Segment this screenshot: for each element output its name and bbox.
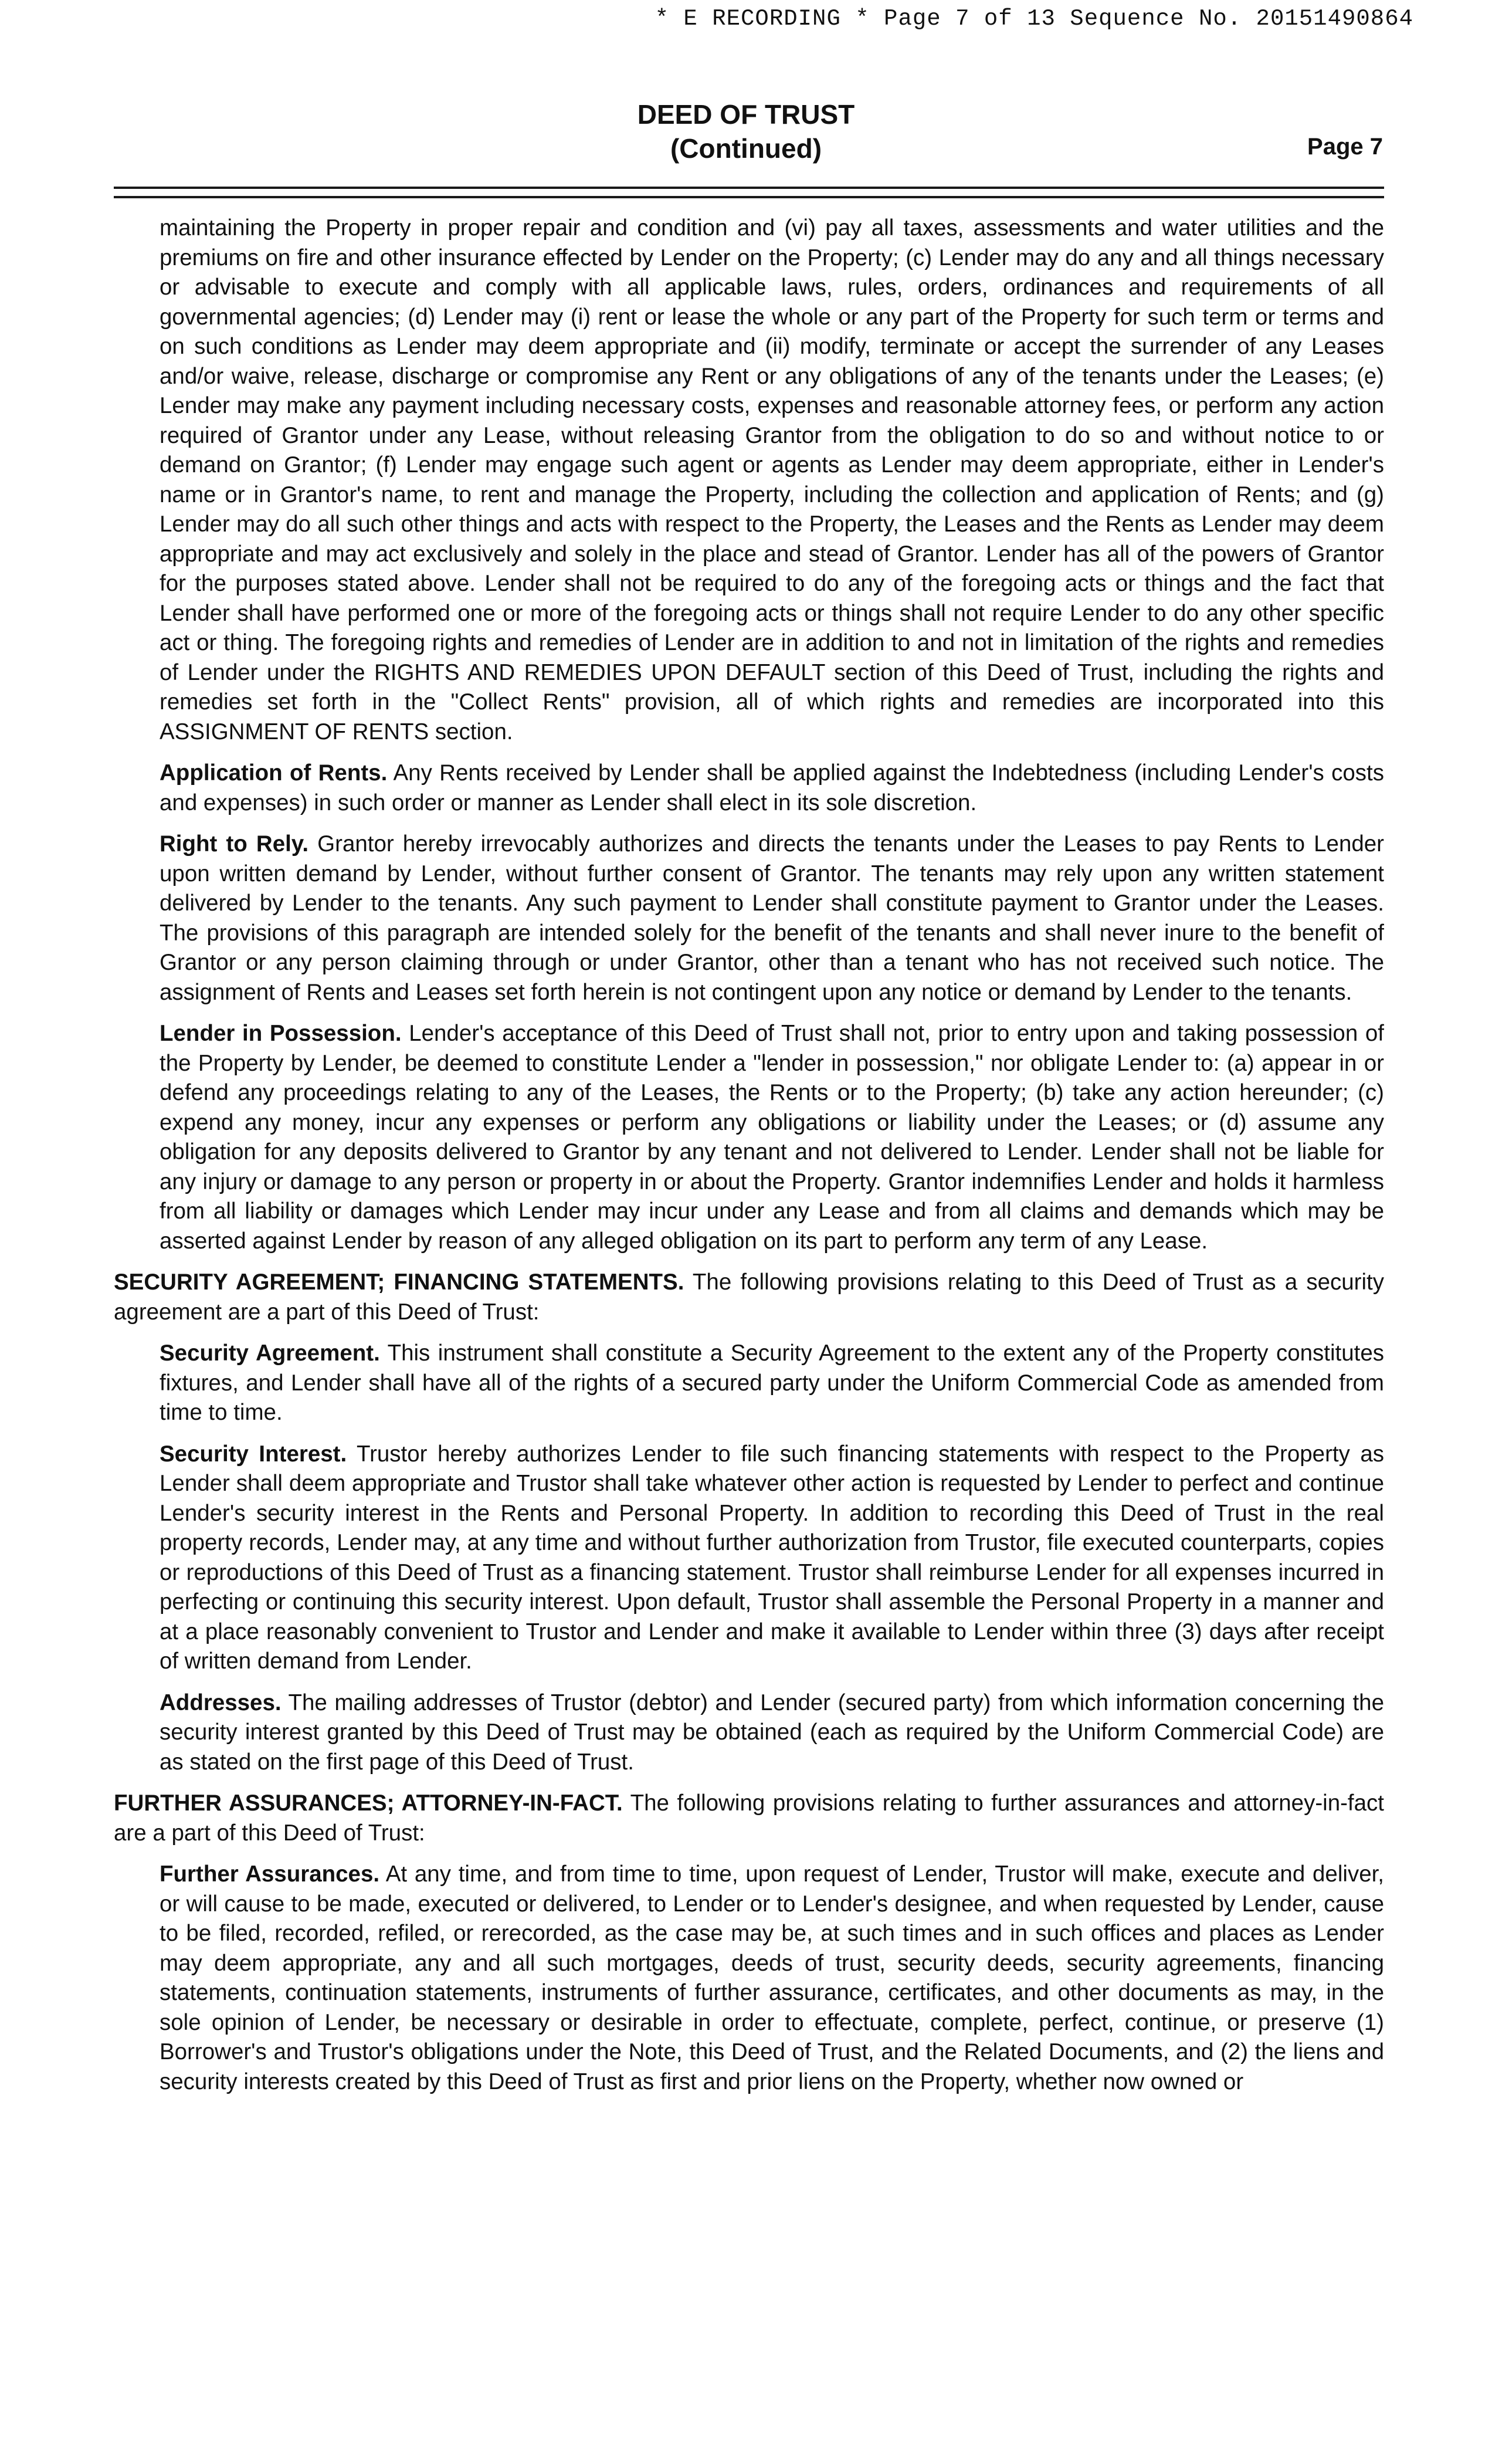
paragraph-heading: Application of Rents. — [160, 760, 388, 786]
page-number: Page 7 — [1307, 134, 1383, 160]
section-heading: SECURITY AGREEMENT; FINANCING STATEMENTS. — [114, 1270, 684, 1295]
title-line: DEED OF TRUST — [637, 99, 855, 130]
recording-header: * E RECORDING * Page 7 of 13 Sequence No. 20151490864 — [655, 6, 1413, 32]
document-body — [114, 214, 1384, 2108]
paragraph-text: Trustor hereby authorizes Lender to file such financing statements with respect to the Property as Lender shall deem appropriate and Trustor shall take whatever other action is requested by Lender to perfect and continue Lender's security interest in the Rents and Personal Property. In addition to recording this Deed of Trust in the real property records, Lender may, at any time and without further authorization from Trustor, file executed counterparts, copies or reproductions of this Deed of Trust as a financing statement. Trustor shall reimburse Lender for all expenses incurred in perfecting or continuing this security interest. Upon default, Trustor shall assemble the Personal Property in a manner and at a place reasonably convenient to Trustor and Lender and make it available to Lender within three (3) days after receipt of written demand from Lender. — [160, 1441, 1384, 1674]
document-title — [0, 97, 1492, 165]
paragraph-security-agreement — [160, 1339, 1384, 1428]
paragraph-continued — [160, 214, 1384, 747]
paragraph-lender-in-possession — [160, 1019, 1384, 1256]
paragraph-text: Grantor hereby irrevocably authorizes and directs the tenants under the Leases to pay Rents to Lender upon written demand by Lender, without further consent of Grantor. The tenants may rely upon any written statement delivered by Lender to the tenants. Any such payment to Lender shall constitute payment to Grantor under the Leases. The provisions of this paragraph are intended solely for the benefit of the tenants and shall never inure to the benefit of Grantor or any person claiming through or under Grantor, other than a tenant who has not received such notice. The assignment of Rents and Leases set forth herein is not contingent upon any notice or demand by Lender to the tenants. — [160, 831, 1384, 1005]
paragraph-text: The mailing addresses of Trustor (debtor) and Lender (secured party) from which information concerning the security interest granted by this Deed of Trust may be obtained (each as required by the Uniform Commercial Code) are as stated on the first page of this Deed of Trust. — [160, 1690, 1384, 1775]
header-rule-bottom — [114, 196, 1384, 198]
paragraph-further-assurances — [160, 1860, 1384, 2097]
paragraph-heading: Further Assurances. — [160, 1861, 380, 1887]
header-rule-top — [114, 187, 1384, 189]
paragraph-right-to-rely — [160, 830, 1384, 1007]
paragraph-text: Lender's acceptance of this Deed of Trust shall not, prior to entry upon and taking possession of the Property by Lender, be deemed to constitute Lender a "lender in possession," nor obligate Lender to: (a) appear in or defend any proceedings relating to any of the Leases, the Rents or to the Property; (b) take any action hereunder; (c) expend any money, incur any expenses or perform any obligations or liability under the Leases; or (d) assume any obligation for any deposits delivered to Grantor by any tenant and not delivered to Lender. Lender shall not be liable for any injury or damage to any person or property in or about the Property. Grantor indemnifies Lender and holds it harmless from all liability or damages which Lender may incur under any Lease and from all claims and demands which may be asserted against Lender by reason of any alleged obligation on its part to perform any term of any Lease. — [160, 1021, 1384, 1254]
section-further-assurances — [114, 1789, 1384, 1848]
paragraph-text: Any Rents received by Lender shall be applied against the Indebtedness (including Lender's costs and expenses) in such order or manner as Lender shall elect in its sole discretion. — [160, 760, 1384, 815]
paragraph-text: This instrument shall constitute a Security Agreement to the extent any of the Property constitutes fixtures, and Lender shall have all of the rights of a secured party under the Uniform Commercial Code as amended from time to time. — [160, 1341, 1384, 1425]
subtitle-line: (Continued) — [670, 133, 822, 164]
paragraph-security-interest — [160, 1440, 1384, 1677]
paragraph-application-of-rents — [160, 759, 1384, 818]
section-text: The following provisions relating to this Deed of Trust as a security agreement are a part of this Deed of Trust: — [114, 1270, 1384, 1325]
paragraph-text: maintaining the Property in proper repair and condition and (vi) pay all taxes, assessments and water utilities and the premiums on fire and other insurance effected by Lender on the Property; (c) Lender may do any and all things necessary or advisable to execute and comply with all applicable laws, rules, orders, ordinances and requirements of all governmental agencies; (d) Lender may (i) rent or lease the whole or any part of the Property for such term or terms and on such conditions as Lender may deem appropriate and (ii) modify, terminate or accept the surrender of any Leases and/or waive, release, discharge or compromise any Rent or any obligations of any of the tenants under the Leases; (e) Lender may make any payment including necessary costs, expenses and reasonable attorney fees, or perform any action required of Grantor under any Lease, without releasing Grantor from the obligation to do so and without notice to or demand on Grantor; (f) Lender may engage such agent or agents as Lender may deem appropriate, either in Lender's name or in Grantor's name, to rent and manage the Property, including the collection and application of Rents; and (g) Lender may do all such other things and acts with respect to the Property, the Leases and the Rents as Lender may deem appropriate and may act exclusively and solely in the place and stead of Grantor. Lender has all of the powers of Grantor for the purposes stated above. Lender shall not be required to do any of the foregoing acts or things and the fact that Lender shall have performed one or more of the foregoing acts or things shall not require Lender to do any other specific act or thing. The foregoing rights and remedies of Lender are in addition to and not in limitation of the rights and remedies of Lender under the RIGHTS AND REMEDIES UPON DEFAULT section of this Deed of Trust, including the rights and remedies set forth in the "Collect Rents" provision, all of which rights and remedies are incorporated into this ASSIGNMENT OF RENTS section. — [160, 215, 1384, 744]
paragraph-heading: Lender in Possession. — [160, 1021, 402, 1046]
paragraph-heading: Right to Rely. — [160, 831, 309, 857]
paragraph-addresses — [160, 1688, 1384, 1778]
paragraph-heading: Security Agreement. — [160, 1341, 380, 1366]
paragraph-heading: Addresses. — [160, 1690, 282, 1715]
section-heading: FURTHER ASSURANCES; ATTORNEY-IN-FACT. — [114, 1791, 623, 1816]
paragraph-heading: Security Interest. — [160, 1441, 347, 1467]
section-text: The following provisions relating to further assurances and attorney-in-fact are a part of this Deed of Trust: — [114, 1791, 1384, 1846]
section-security-agreement-financing — [114, 1268, 1384, 1327]
paragraph-text: At any time, and from time to time, upon request of Lender, Trustor will make, execute and deliver, or will cause to be made, executed or delivered, to Lender or to Lender's designee, and when requested by Lender, cause to be filed, recorded, refiled, or rerecorded, as the case may be, at such times and in such offices and places as Lender may deem appropriate, any and all such mortgages, deeds of trust, security deeds, security agreements, financing statements, continuation statements, instruments of further assurance, certificates, and other documents as may, in the sole opinion of Lender, be necessary or desirable in order to effectuate, complete, perfect, continue, or preserve (1) Borrower's and Trustor's obligations under the Note, this Deed of Trust, and the Related Documents, and (2) the liens and security interests created by this Deed of Trust as first and prior liens on the Property, whether now owned or — [160, 1861, 1385, 2094]
